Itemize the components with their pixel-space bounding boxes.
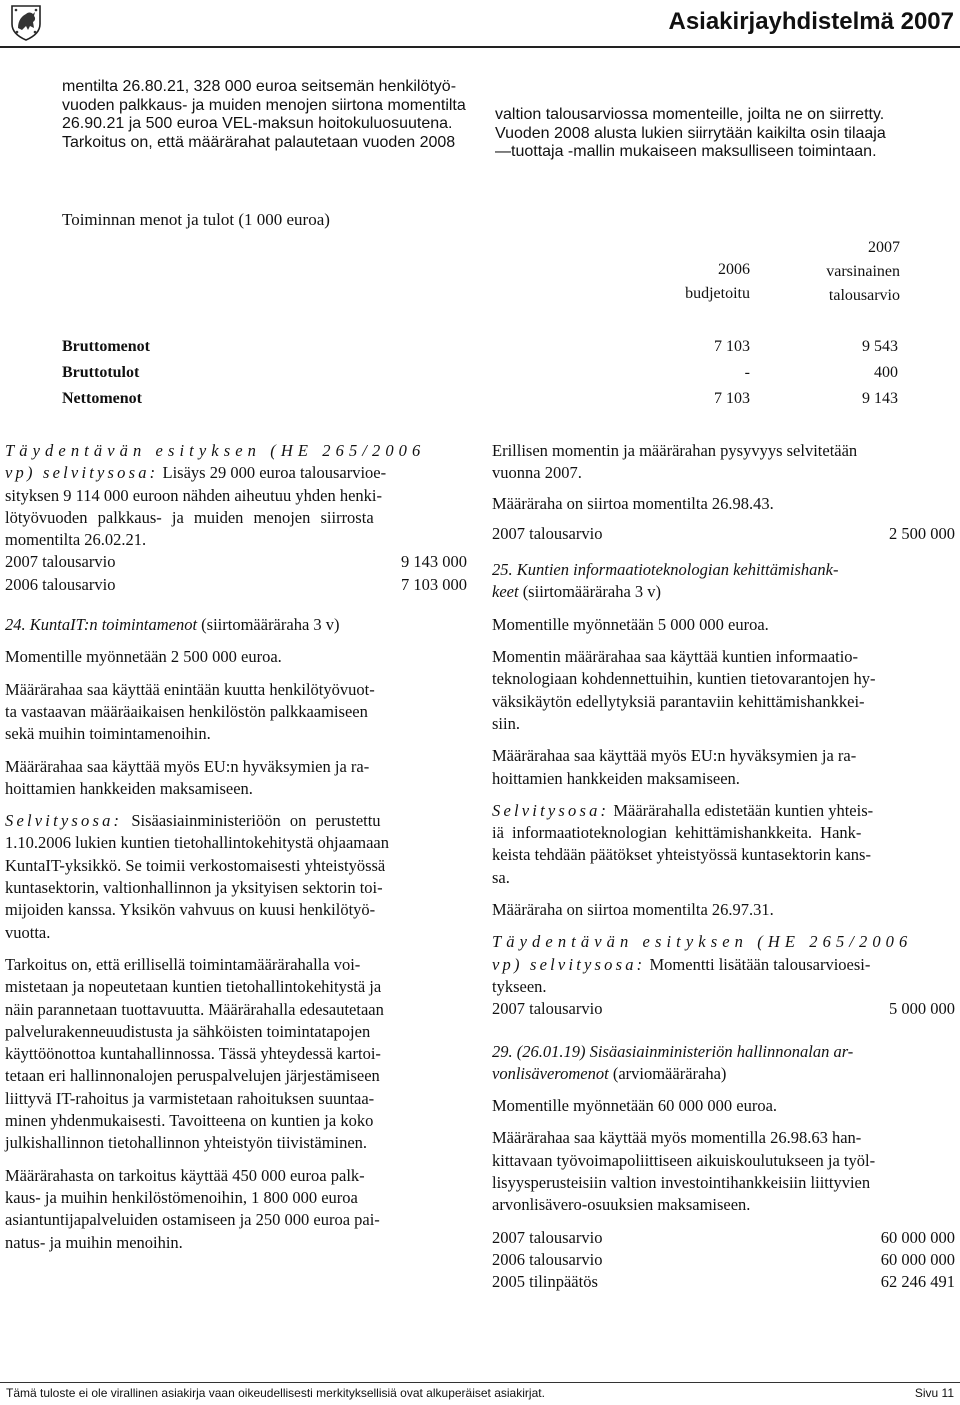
text-span: lisyysperusteisiin valtion investointihankkeisiin liittyvien <box>492 1173 871 1193</box>
row-label: Nettomenot <box>62 390 142 407</box>
transfer-note: Määräraha on siirtoa momentilta 26.97.31. <box>492 900 774 920</box>
amount-value: 60 000 000 <box>880 1227 955 1247</box>
amount-value: 62 246 491 <box>880 1272 955 1292</box>
spaced-heading: Täydentävän esityksen (HE 265/2006 <box>5 441 426 460</box>
text-span: liittyvä IT-rahoitus ja varmistetaan rahoituksen suuntaa- <box>5 1088 375 1108</box>
amount-value: 2 500 000 <box>889 523 955 543</box>
amount-value: 5 000 000 <box>889 999 955 1019</box>
amount-label: 2007 talousarvio <box>5 552 116 572</box>
document-title: Asiakirjayhdistelmä 2007 <box>668 8 954 35</box>
text-span: Määrärahalla edistetään kuntien yhteis- <box>609 800 874 820</box>
text-span: kittavaan työvoimapoliittiseen aikuiskoulutukseen ja työl- <box>492 1150 876 1170</box>
amount-row <box>492 998 955 1020</box>
spaced-heading: vp) selvitysosa: <box>5 463 159 483</box>
text-line: valtion talousarviossa momenteille, joilta ne on siirretty. <box>495 106 885 123</box>
spaced-heading: Selvitysosa: <box>5 811 123 831</box>
text-span: Momentin määrärahaa saa käyttää kuntien informaatio- <box>492 647 859 667</box>
moment-25-granted: Momentille myönnetään 5 000 000 euroa. <box>492 614 769 634</box>
paragraph <box>492 646 955 735</box>
right-column <box>492 440 955 1294</box>
moment-24-heading <box>5 614 467 636</box>
text-span: näin parannetaan tuottavuutta. Määrärahalla edesautetaan <box>5 999 384 1019</box>
text-span: Määrärahaa saa käyttää myös EU:n hyväksymien ja ra- <box>492 746 857 766</box>
text-span: Määrärahaa saa käyttää enintään kuutta henkilötyövuot- <box>5 679 375 699</box>
moment-24-granted: Momentille myönnetään 2 500 000 euroa. <box>5 647 282 667</box>
text-span: iä informaatioteknologian kehittämishankkeita. Hank- <box>492 823 862 843</box>
col-2007-header <box>826 236 900 308</box>
amount-label: 2007 talousarvio <box>492 523 603 543</box>
paragraph <box>5 756 467 801</box>
header-line: varsinainen <box>826 263 900 280</box>
amount-row <box>492 1249 955 1271</box>
moment-29-heading <box>492 1041 955 1086</box>
coat-of-arms-lion-icon <box>6 2 46 42</box>
row-label: Bruttomenot <box>62 338 150 355</box>
heading-rest: (siirtomääräraha 3 v) <box>197 615 340 635</box>
text-span: KuntaIT-yksikkö. Se toimii verkostomaisesti yhteistyössä <box>5 855 386 875</box>
heading-italic: 29. (26.01.19) Sisäasiainministeriön hallinnonalan ar- <box>492 1041 854 1061</box>
text-span: asiantuntijapalveluiden ostamiseen ja 250 000 euroa pai- <box>5 1210 380 1230</box>
footer-rule <box>0 1382 960 1383</box>
header-line: 2007 <box>868 239 900 256</box>
text-span: Sisäasiainministeriöön on perustettu <box>122 811 381 831</box>
row-value-2006: 7 103 <box>714 338 750 355</box>
text-span: palvelurakenneuudistusta ja sähköisten toimintatapojen <box>5 1021 371 1041</box>
amount-row <box>492 1227 955 1249</box>
amount-label: 2007 talousarvio <box>492 999 603 1019</box>
footer-disclaimer: Tämä tuloste ei ole virallinen asiakirja vaan oikeudellisesti merkityksellisiä ovat alkuperäiset asiakirjat. <box>6 1386 545 1400</box>
text-span: tetaan eri hallinnonalojen peruspalvelujen järjestämiseen <box>5 1066 380 1086</box>
supplementary-proposal <box>492 931 955 998</box>
explanation-section <box>5 810 467 944</box>
row-value-2006: - <box>744 364 750 381</box>
paragraph <box>492 1127 955 1216</box>
heading-italic: vonlisäveromenot <box>492 1063 609 1083</box>
moment-29-granted: Momentille myönnetään 60 000 000 euroa. <box>492 1096 778 1116</box>
text-span: 1.10.2006 lukien kuntien tietohallintokehitystä ohjaamaan <box>5 833 390 853</box>
text-span: mijoiden kanssa. Yksikön vahvuus on kuusi henkilötyö- <box>5 900 376 920</box>
text-span: sekä muihin toimintamenoihin. <box>5 724 211 744</box>
text-span: momentilta 26.02.21. <box>5 530 147 550</box>
text-line: Tarkoitus on, että määrärahat palautetaan vuoden 2008 <box>62 133 456 151</box>
text-span: Tarkoitus on, että erillisellä toimintamäärärahalla voi- <box>5 954 361 974</box>
row-value-2007: 400 <box>874 364 898 381</box>
text-span: väksikäytön edellytyksiä parantaviin kehittämishankkei- <box>492 691 865 711</box>
moment-25-heading <box>492 559 955 604</box>
text-span: Määrärahaa saa käyttää myös EU:n hyväksymien ja ra- <box>5 756 370 776</box>
spaced-heading: vp) selvitysosa: <box>492 954 646 974</box>
text-line: mentilta 26.80.21, 328 000 euroa seitsemän henkilötyö- <box>62 78 457 95</box>
row-value-2007: 9 143 <box>862 390 898 407</box>
heading-rest: (arviomääräraha) <box>608 1063 727 1083</box>
header-line: 2006 <box>718 261 750 278</box>
paragraph <box>492 440 955 485</box>
row-value-2007: 9 543 <box>862 338 898 355</box>
text-span: Määrärahasta on tarkoitus käyttää 450 000 euroa palk- <box>5 1165 365 1185</box>
text-span: tykseen. <box>492 976 547 996</box>
text-span: sityksen 9 114 000 euroon nähden aiheutuu yhden henki- <box>5 485 382 505</box>
header-line: talousarvio <box>828 287 900 304</box>
col-2006-header <box>685 258 750 306</box>
text-span: keista tehdään päätökset yhteistyössä kuntasektorin kans- <box>492 845 871 865</box>
text-span: ta vastaavan määräaikaisen henkilöstön palkkaamiseen <box>5 701 368 721</box>
top-left-text <box>62 78 477 152</box>
amount-label: 2006 talousarvio <box>5 574 116 594</box>
text-span: minen yhdenmukaisesti. Tavoitteena on kuntien ja koko <box>5 1111 374 1131</box>
spaced-heading: Selvitysosa: <box>492 800 610 820</box>
text-span: käyttöönottoa kuntahallinnossa. Tässä yhteydessä kartoi- <box>5 1044 381 1064</box>
row-value-2006: 7 103 <box>714 390 750 407</box>
heading-italic: keet <box>492 582 519 602</box>
text-span: natus- ja muihin menoihin. <box>5 1232 183 1252</box>
table-title: Toiminnan menot ja tulot (1 000 euroa) <box>62 210 330 229</box>
text-line: 26.90.21 ja 500 euroa VEL-maksun hoitokuluosuutena. <box>62 115 453 132</box>
text-span: hoittamien hankkeiden maksamiseen. <box>492 768 740 788</box>
text-span: vuotta. <box>5 922 51 942</box>
amount-row <box>492 523 955 545</box>
page-number: Sivu 11 <box>914 1386 954 1400</box>
amount-value: 9 143 000 <box>401 552 467 572</box>
text-line: —tuottaja -mallin mukaiseen maksulliseen toimintaan. <box>495 143 877 160</box>
row-label: Bruttotulot <box>62 364 140 381</box>
text-span: Erillisen momentin ja määrärahan pysyvyys selvitetään <box>492 441 858 460</box>
text-span: lötyövuoden palkkaus- ja muiden menojen siirrosta <box>5 507 374 527</box>
text-span: teknologiaan kohdennettuihin, kuntien tietovarantojen hy- <box>492 669 876 689</box>
text-span: mistetaan ja nopeutetaan kuntien tietohallintokehitystä ja <box>5 977 382 997</box>
text-line: vuoden palkkaus- ja muiden menojen siirtona momentilta <box>62 96 466 114</box>
page-header <box>0 0 960 46</box>
text-span: kaus- ja muihin henkilöstömenoihin, 1 800 000 euroa <box>5 1187 358 1207</box>
text-span: julkishallinnon tietohallinnon yhteistyön tiivistäminen. <box>5 1133 368 1153</box>
left-column <box>5 440 467 1254</box>
amount-label: 2007 talousarvio <box>492 1227 603 1247</box>
amount-row <box>492 1271 955 1293</box>
paragraph <box>5 1165 467 1254</box>
heading-italic: 25. Kuntien informaatioteknologian kehittämishank- <box>492 560 839 580</box>
amount-row <box>5 574 467 596</box>
top-right-text <box>495 106 955 162</box>
spaced-heading: Täydentävän esityksen (HE 265/2006 <box>492 932 913 952</box>
text-span: Momentti lisätään talousarvioesi- <box>645 954 871 974</box>
heading-italic: 24. KuntaIT:n toimintamenot <box>5 615 198 635</box>
text-span: sa. <box>492 867 510 887</box>
text-span: kuntasektorin, valtionhallinnon ja yksityisen sektorin toi- <box>5 878 383 898</box>
text-span: Määrärahaa saa käyttää myös momentilla 26.98.63 han- <box>492 1128 862 1148</box>
text-span: hoittamien hankkeiden maksamiseen. <box>5 778 253 798</box>
text-span: arvonlisävero-osuuksien maksamiseen. <box>492 1195 751 1215</box>
amount-value: 60 000 000 <box>880 1249 955 1269</box>
explanation-section <box>492 800 955 889</box>
paragraph <box>5 954 467 1155</box>
text-line: Vuoden 2008 alusta lukien siirrytään kaikilta osin tilaaja <box>495 124 886 142</box>
heading-rest: (siirtomääräraha 3 v) <box>518 582 662 602</box>
amount-label: 2005 tilinpäätös <box>492 1272 598 1292</box>
amount-row <box>5 551 467 573</box>
amount-label: 2006 talousarvio <box>492 1249 603 1269</box>
header-rule <box>0 46 960 48</box>
paragraph <box>492 745 955 790</box>
header-line: budjetoitu <box>685 285 750 302</box>
paragraph <box>5 679 467 746</box>
transfer-note: Määräraha on siirtoa momentilta 26.98.43. <box>492 493 774 513</box>
text-span: vuonna 2007. <box>492 463 582 483</box>
text-span: Lisäys 29 000 euroa talousarvioe- <box>158 463 387 483</box>
text-span: siin. <box>492 713 520 733</box>
amount-value: 7 103 000 <box>401 574 467 594</box>
supplementary-proposal <box>5 440 467 551</box>
